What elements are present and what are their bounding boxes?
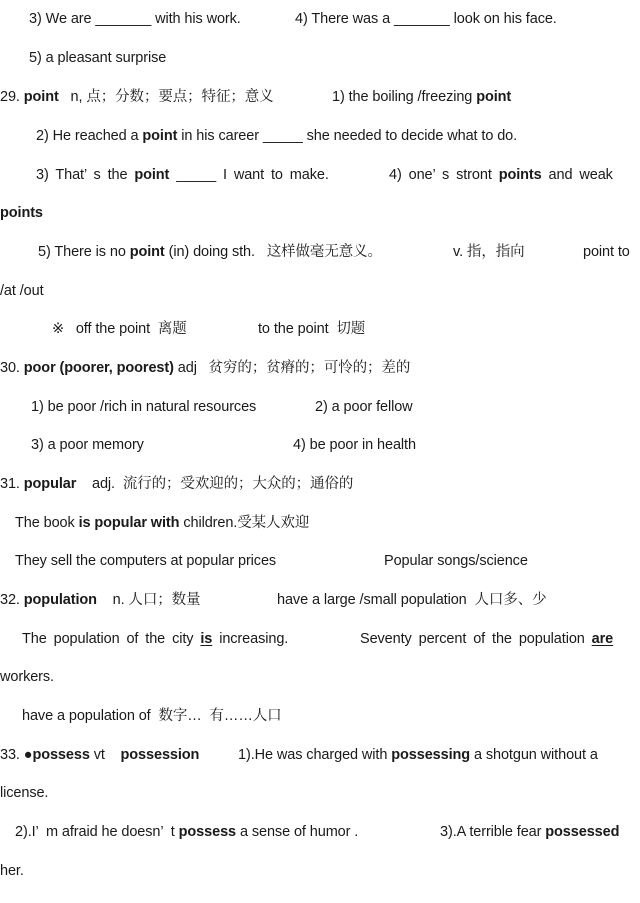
- text-segment: adj. 流行的；受欢迎的；大众的；通俗的: [76, 476, 354, 492]
- keyword-text: point: [476, 89, 512, 105]
- keyword-text: is: [200, 631, 213, 647]
- text-line: [31, 435, 640, 455]
- keyword-text: poor (poorer, poorest): [23, 360, 174, 376]
- text-segment: Seventy percent of the population: [360, 631, 592, 647]
- text-line: [0, 783, 640, 803]
- text-group: [389, 165, 613, 185]
- text-line: [31, 397, 640, 417]
- text-segment: 33.: [0, 747, 24, 763]
- text-line: [36, 126, 640, 146]
- text-segment: to the point 切题: [258, 321, 366, 337]
- keyword-text: is popular with: [78, 515, 180, 531]
- text-segment: a shotgun without a: [470, 747, 598, 763]
- text-group: [295, 9, 557, 29]
- text-segment: (in) doing sth. 这样做毫无意义。: [164, 244, 382, 260]
- keyword-text: popular: [23, 476, 77, 492]
- keyword-text: possess: [178, 824, 237, 840]
- text-segment: ※ off the point 离题: [52, 321, 187, 337]
- keyword-text: point: [23, 89, 59, 105]
- text-segment: The book: [15, 515, 79, 531]
- text-segment: 3).A terrible fear: [440, 824, 546, 840]
- text-line: [0, 358, 640, 378]
- text-segment: 3) a poor memory: [31, 437, 144, 453]
- text-group: [238, 745, 598, 765]
- keyword-text: possessed: [545, 824, 620, 840]
- text-segment: vt: [89, 747, 121, 763]
- text-segment: increasing.: [212, 631, 289, 647]
- keyword-text: are: [591, 631, 614, 647]
- text-segment: 30.: [0, 360, 24, 376]
- text-group: [360, 629, 613, 649]
- text-segment: n. 人口；数量: [96, 592, 201, 608]
- keyword-text: points: [498, 167, 542, 183]
- text-segment: children.受某人欢迎: [179, 515, 310, 531]
- text-line: [0, 861, 640, 881]
- text-segment: _____ I want to make.: [169, 167, 329, 183]
- keyword-text: points: [0, 205, 43, 221]
- text-group: [315, 397, 413, 417]
- text-segment: 29.: [0, 89, 24, 105]
- text-segment: /at /out: [0, 283, 44, 299]
- text-line: [0, 281, 640, 301]
- text-segment: 3) We are _______ with his work.: [29, 11, 241, 27]
- text-segment: have a population of 数字… 有……人口: [22, 708, 282, 724]
- text-group: [384, 551, 528, 571]
- text-line: [0, 87, 640, 107]
- text-group: [332, 87, 511, 107]
- text-segment: 1) the boiling /freezing: [332, 89, 477, 105]
- text-line: [29, 48, 640, 68]
- text-segment: adj 贫穷的；贫瘠的；可怜的；差的: [173, 360, 411, 376]
- keyword-text: population: [23, 592, 97, 608]
- keyword-text: ●possess: [23, 747, 90, 763]
- text-line: [0, 474, 640, 494]
- text-segment: 1).He was charged with: [238, 747, 392, 763]
- text-segment: 4) be poor in health: [293, 437, 416, 453]
- text-segment: 2) He reached a: [36, 128, 143, 144]
- text-segment: 3) That’ s the: [36, 167, 135, 183]
- text-line: [29, 9, 640, 29]
- text-line: [38, 242, 640, 262]
- text-line: [0, 590, 640, 610]
- text-line: [15, 822, 640, 842]
- text-segment: a sense of humor .: [236, 824, 359, 840]
- text-segment: 4) one’ s stront: [389, 167, 499, 183]
- text-line: [0, 203, 640, 223]
- keyword-text: possession: [120, 747, 200, 763]
- text-segment: and weak: [541, 167, 613, 183]
- keyword-text: point: [142, 128, 178, 144]
- text-segment: The population of the city: [22, 631, 201, 647]
- text-segment: her.: [0, 863, 24, 879]
- text-segment: have a large /small population 人口多、少: [277, 592, 547, 608]
- text-group: [440, 822, 619, 842]
- text-segment: 1) be poor /rich in natural resources: [31, 399, 257, 415]
- text-segment: 2) a poor fellow: [315, 399, 413, 415]
- text-segment: v. 指，指向: [453, 244, 525, 260]
- text-segment: Popular songs/science: [384, 553, 528, 569]
- text-segment: 32.: [0, 592, 24, 608]
- text-segment: point to: [583, 244, 630, 260]
- text-segment: 5) There is no: [38, 244, 130, 260]
- text-line: [0, 745, 640, 765]
- keyword-text: point: [129, 244, 165, 260]
- text-segment: in his career _____ she needed to decide what to do.: [177, 128, 518, 144]
- text-line: [0, 667, 640, 687]
- text-segment: workers.: [0, 669, 54, 685]
- text-line: [22, 629, 640, 649]
- text-segment: 31.: [0, 476, 24, 492]
- text-group: [258, 319, 365, 339]
- text-group: [277, 590, 547, 610]
- text-line: [15, 551, 640, 571]
- text-segment: n, 点；分数；要点；特征；意义: [58, 89, 274, 105]
- text-group: [453, 242, 525, 262]
- text-line: [22, 706, 640, 726]
- text-segment: 4) There was a _______ look on his face.: [295, 11, 557, 27]
- text-line: [52, 319, 640, 339]
- text-line: [15, 513, 640, 533]
- text-group: [293, 435, 416, 455]
- text-segment: They sell the computers at popular prices: [15, 553, 277, 569]
- keyword-text: possessing: [391, 747, 471, 763]
- text-line: [36, 165, 640, 185]
- text-segment: 5) a pleasant surprise: [29, 50, 167, 66]
- text-segment: 2).I’ m afraid he doesn’ t: [15, 824, 179, 840]
- keyword-text: point: [134, 167, 170, 183]
- text-group: [583, 242, 630, 262]
- text-segment: license.: [0, 785, 49, 801]
